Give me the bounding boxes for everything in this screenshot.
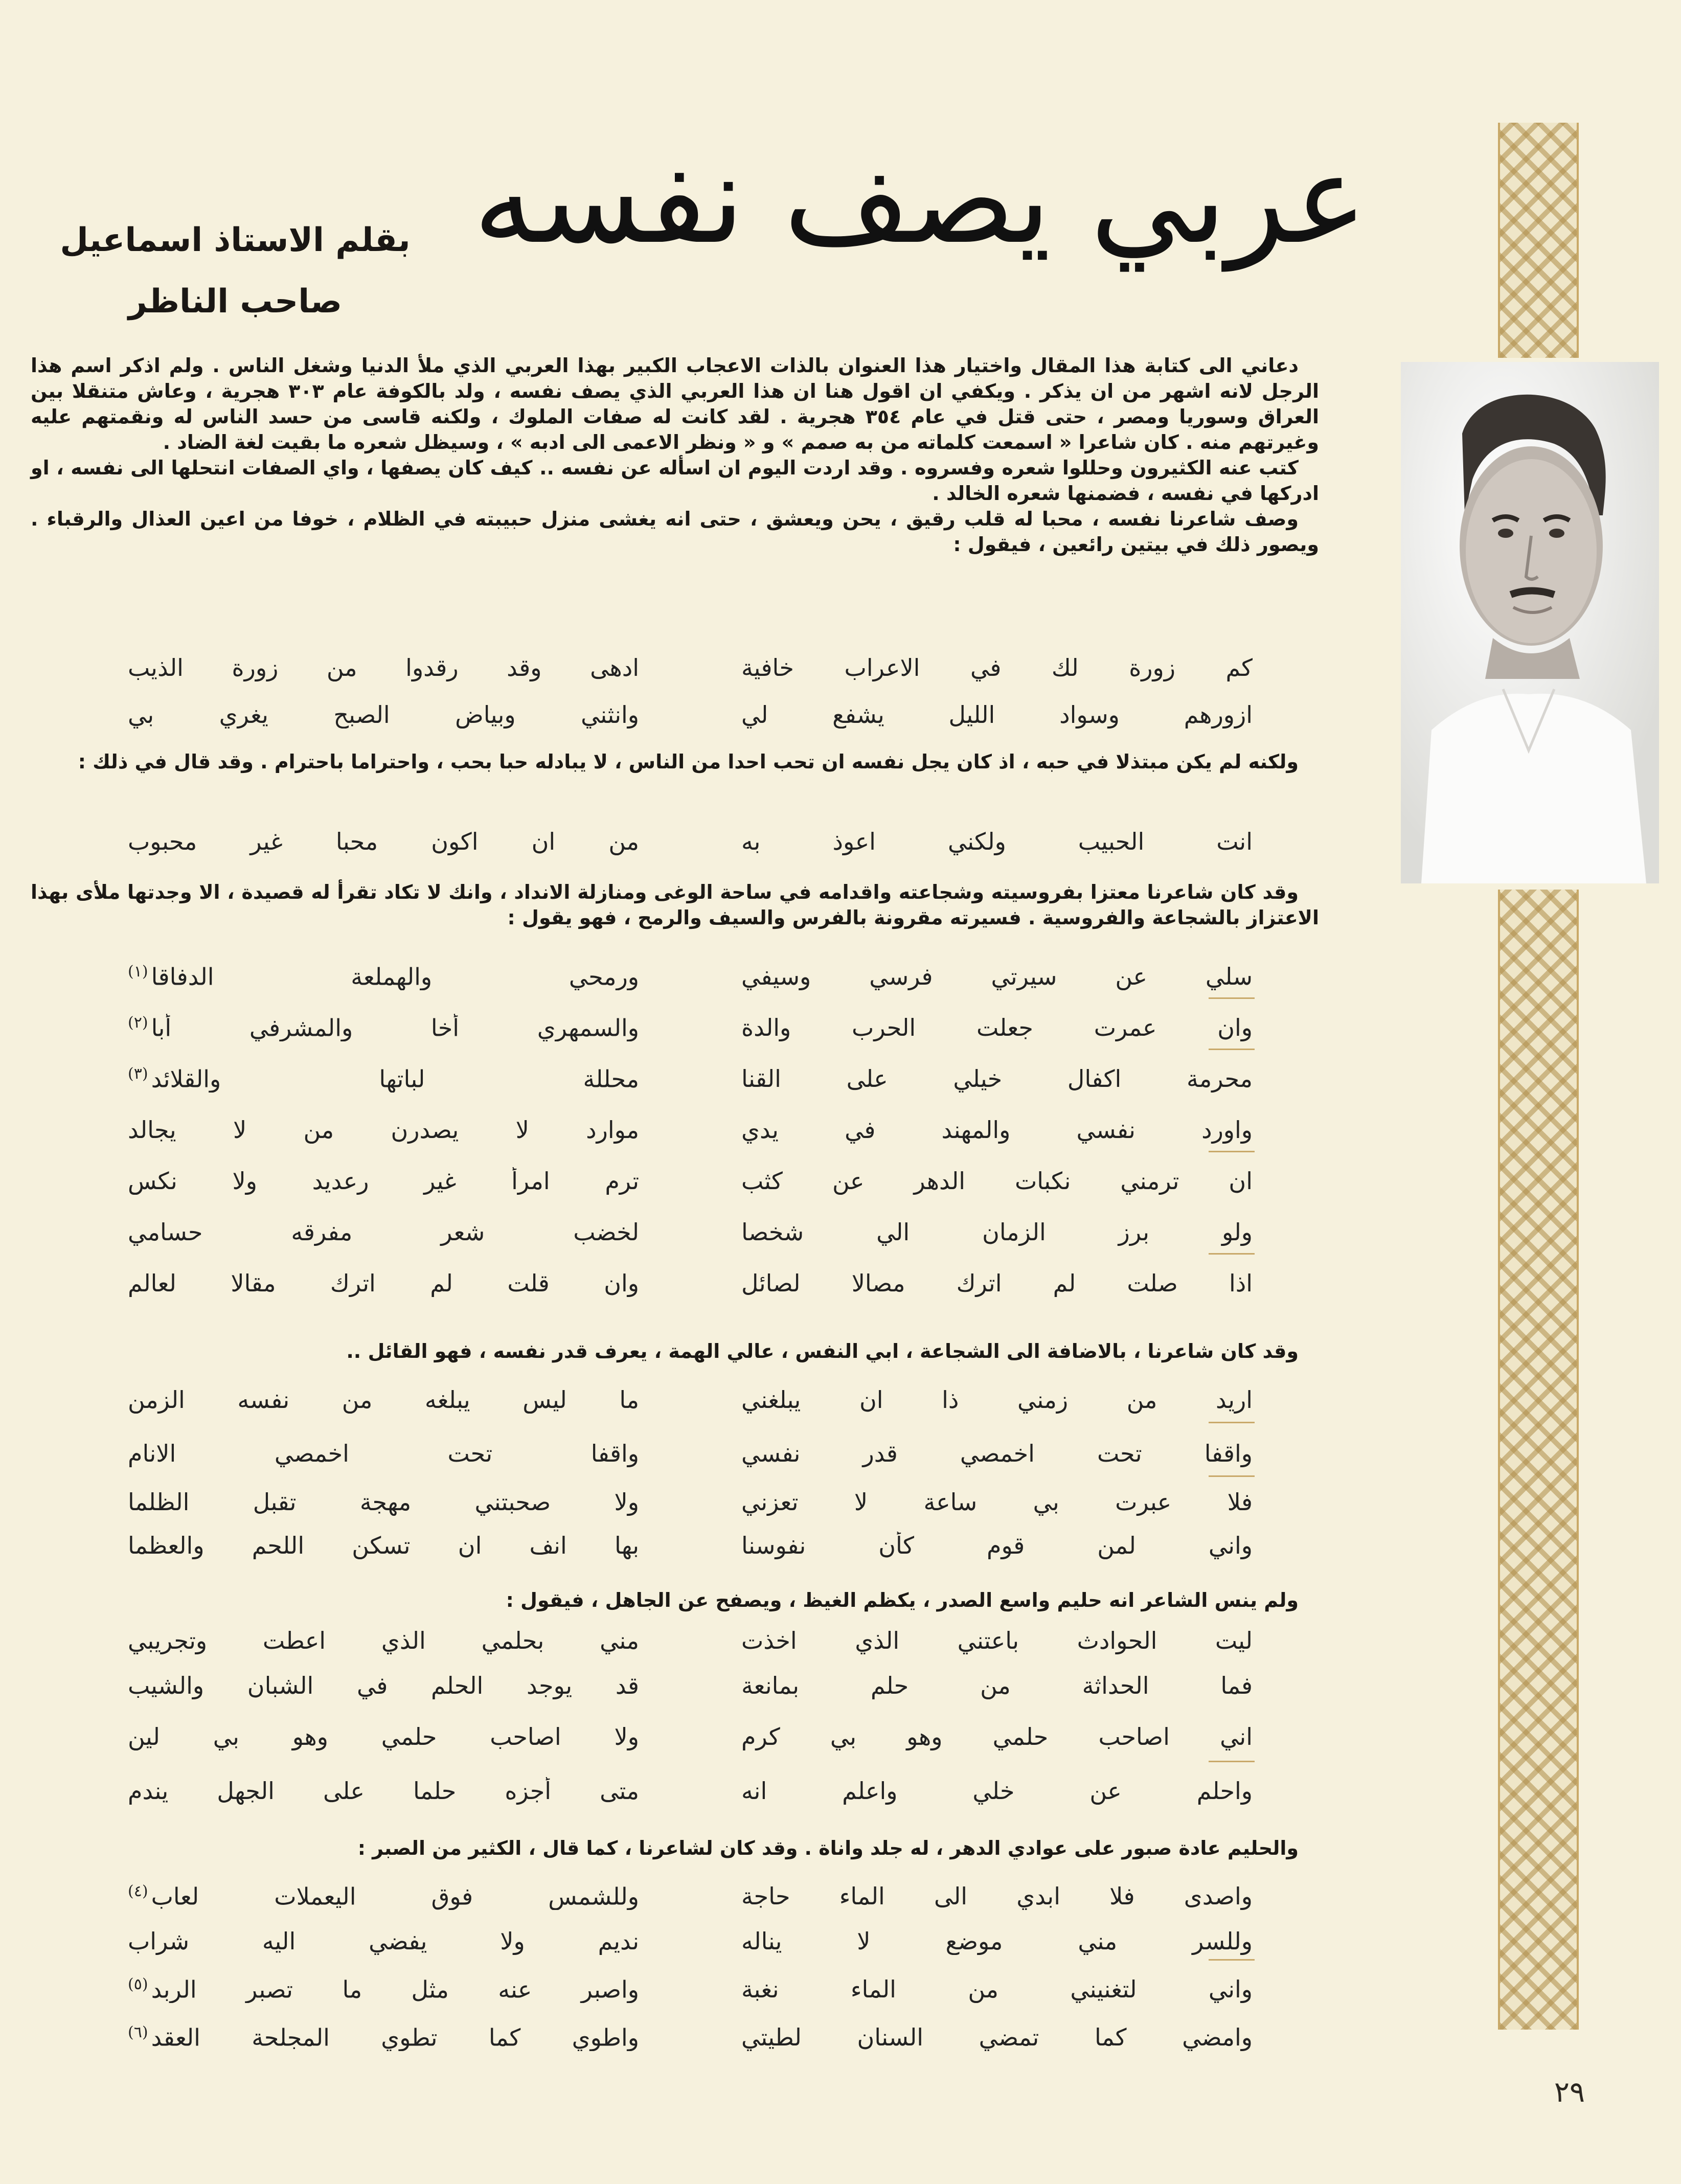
- verse-first-hemistich: سلي عن سيرتي فرسي وسيفي: [741, 963, 1253, 990]
- verse-text: ورمحي والهملعة الدفاقا: [151, 963, 639, 991]
- paragraph-forbearance: ولم ينس الشاعر انه حليم واسع الصدر ، يكظم الغيظ ، ويصفح عن الجاهل ، فيقول :: [506, 1589, 1299, 1611]
- verses-dignity: [128, 1373, 1253, 1567]
- verse-first-hemistich: وللسر مني موضع لا يناله: [741, 1927, 1253, 1955]
- verse-underline: [1209, 1151, 1255, 1152]
- verse-first-hemistich: انت الحبيب ولكني اعوذ به: [741, 828, 1253, 855]
- ornamental-border-bottom: [1498, 890, 1579, 2030]
- verse-first-hemistich: واورد نفسي والمهند في يدي: [741, 1116, 1253, 1144]
- verse-line: [128, 1618, 1253, 1663]
- article-title: عربي يصف نفسه: [473, 128, 1368, 271]
- verse-line: [128, 1373, 1253, 1426]
- footnote-marker: (١): [128, 962, 148, 981]
- verse-second-hemistich: من ان اكون محبا غير محبوب: [128, 828, 639, 855]
- verse-line: [128, 1480, 1253, 1523]
- verse-line: [128, 1155, 1253, 1207]
- verse-second-hemistich: [128, 1975, 639, 2003]
- author-photo: [1401, 362, 1659, 883]
- article-byline: بقلم الاستاذ اسماعيل صاحب الناظر: [60, 221, 411, 321]
- ornamental-border-top: [1498, 123, 1579, 358]
- verse-line: [128, 1663, 1253, 1708]
- verse-second-hemistich: [128, 1882, 639, 1910]
- verse-first-hemistich: محرمة اكفال خيلي على القنا: [741, 1065, 1253, 1093]
- verse-second-hemistich: ترم امرأ غير رعديد ولا نكس: [128, 1167, 639, 1195]
- verse-first-hemistich: فما الحداثة من حلم بمانعة: [741, 1672, 1253, 1699]
- verse-line: [128, 1104, 1253, 1155]
- paragraph-dignity: وقد كان شاعرنا ، بالاضافة الى الشجاعة ، ابي النفس ، عالي الهمة ، يعرف قدر نفسه ، فهو القائل ..: [346, 1340, 1299, 1362]
- verse-line: [128, 1426, 1253, 1480]
- verse-first-hemistich: اريد من زمني ذا ان يبلغني: [741, 1385, 1253, 1414]
- verse-second-hemistich: ادهى وقد رقدوا من زورة الذيب: [128, 654, 639, 681]
- verse-second-hemistich: [128, 1014, 639, 1041]
- verse-text: واطوي كما تطوي المجلحة العقد: [151, 2023, 639, 2052]
- verse-first-hemistich: واصدى فلا ابدي الى الماء حاجة: [741, 1882, 1253, 1910]
- verse-first-hemistich: ولو برز الزمان الي شخصا: [741, 1218, 1253, 1246]
- verse-underline: [1209, 1422, 1255, 1423]
- verse-second-hemistich: [128, 2023, 639, 2051]
- verse-first-hemistich: واحلم عن خلي واعلم انه: [741, 1777, 1253, 1805]
- paragraph-love: وصف شاعرنا نفسه ، محبا له قلب رقيق ، يحن ويعشق ، حتى انه يغشى منزل حبيبته في الظلام ، خوفا من اعين العذال والرقباء . ويصور ذلك في بيتين رائعين ، فيقول :: [31, 508, 1319, 556]
- verse-line: [128, 2015, 1253, 2060]
- verse-line: [128, 1002, 1253, 1053]
- verse-first-hemistich: ازورهم وسواد الليل يشفع لي: [741, 701, 1253, 729]
- verse-underline: [1209, 1475, 1255, 1477]
- verse-underline: [1209, 997, 1255, 999]
- verse-first-hemistich: اذا صلت لم اترك مصالا لصائل: [741, 1269, 1253, 1297]
- verse-line: [128, 1523, 1253, 1567]
- verse-second-hemistich: لخضب شعر مفرقه حسامي: [128, 1218, 639, 1246]
- verse-second-hemistich: [128, 1065, 639, 1093]
- verses-pride: [128, 818, 1253, 865]
- verse-line: [128, 1053, 1253, 1104]
- verse-first-hemistich: وان عمرت جعلت الحرب والدة: [741, 1014, 1253, 1041]
- verse-line: [128, 1765, 1253, 1816]
- verse-underline: [1209, 1049, 1255, 1050]
- paragraph-courage: وقد كان شاعرنا معتزا بفروسيته وشجاعته واقدامه في ساحة الوغى ومنازلة الانداد ، وانك لا تكاد تقرأ له قصيدة ، الا وجدتها ملأى بهذا الاعتزاز بالشجاعة والفروسية . فسيرته مقرونة بالفرس والسيف والرمح ، فهو يقول :: [31, 881, 1319, 929]
- verse-first-hemistich: واقفا تحت اخمصي قدر نفسي: [741, 1439, 1253, 1467]
- verse-second-hemistich: ولا اصاحب حلمي وهو بي لين: [128, 1723, 639, 1750]
- footnote-marker: (٤): [128, 1882, 148, 1900]
- verse-line: [128, 1919, 1253, 1964]
- prose-block: [31, 1835, 1319, 1861]
- verse-line: [128, 1964, 1253, 2015]
- verse-second-hemistich: ولا صحبتني مهجة تقبل الظلما: [128, 1488, 639, 1516]
- verse-line: [128, 691, 1253, 738]
- verses-patience: [128, 1874, 1253, 2060]
- verse-second-hemistich: قد يوجد الحلم في الشبان والشيب: [128, 1672, 639, 1699]
- verse-underline: [1209, 1253, 1255, 1255]
- verses-love: [128, 644, 1253, 738]
- verse-first-hemistich: فلا عبرت بي ساعة لا تعزني: [741, 1488, 1253, 1516]
- verse-line: [128, 1258, 1253, 1309]
- verse-underline: [1209, 1761, 1255, 1762]
- verse-second-hemistich: وان قلت لم اترك مقالا لعالم: [128, 1269, 639, 1297]
- prose-block: [31, 1587, 1319, 1613]
- prose-block: [31, 749, 1319, 775]
- verses-forbearance: [128, 1618, 1253, 1816]
- verse-first-hemistich: ليت الحوادث باعتني الذي اخذت: [741, 1627, 1253, 1654]
- verse-line: [128, 644, 1253, 691]
- verse-first-hemistich: وامضي كما تمضي السنان لطيتي: [741, 2023, 1253, 2051]
- verse-text: محللة لباتها والقلائد: [151, 1065, 639, 1093]
- verse-underline: [1209, 1959, 1255, 1961]
- verse-second-hemistich: نديم ولا يفضي اليه شراب: [128, 1927, 639, 1955]
- verse-second-hemistich: وانثني وبياض الصبح يغري بي: [128, 701, 639, 729]
- verse-line: [128, 1207, 1253, 1258]
- verse-first-hemistich: ان ترمني نكبات الدهر عن كثب: [741, 1167, 1253, 1195]
- verse-text: وللشمس فوق اليعملات لعاب: [151, 1882, 639, 1910]
- verse-line: [128, 818, 1253, 865]
- verse-second-hemistich: بها انف ان تسكن اللحم والعظما: [128, 1531, 639, 1559]
- verse-text: والسمهري أخا والمشرفي أبا: [151, 1014, 639, 1042]
- verse-second-hemistich: موارد لا يصدرن من لا يجالد: [128, 1116, 639, 1144]
- paragraph-dignified-love: ولكنه لم يكن مبتذلا في حبه ، اذ كان يجل نفسه ان تحب احدا من الناس ، لا يبادله حبا بحب ، واحتراما باحترام . وقد قال في ذلك :: [78, 750, 1299, 773]
- footnote-marker: (٥): [128, 1975, 148, 1993]
- verses-courage: [128, 951, 1253, 1309]
- prose-block: [31, 1338, 1319, 1364]
- footnote-marker: (٢): [128, 1013, 148, 1032]
- intro-prose: [31, 353, 1319, 557]
- paragraph-intro: دعاني الى كتابة هذا المقال واختيار هذا العنوان بالذات الاعجاب الكبير بهذا العربي الذي ملأ الدنيا وشغل الناس . ولم اذكر اسم هذا الرجل لانه اشهر من ان يذكر . ويكفي ان اقول هنا ان هذا العربي الذي يصف نفسه ، ولد بالكوفة عام ٣٠٣ هجرية ، وعاش متنقلا بين العراق وسوريا ومصر ، حتى قتل في عام ٣٥٤ هجرية . لقد كانت له صفات الملوك ، ولكنه قاسى من حسد الناس له ونقمتهم عليه وغيرتهم منه . كان شاعرا « اسمعت كلماته من به صمم » و « ونظر الاعمى الى ادبه » ، وسيظل شعره ما بقيت لغة الضاد .: [31, 354, 1320, 453]
- author-portrait: [1401, 362, 1659, 883]
- verse-second-hemistich: متى أجزه حلما على الجهل يندم: [128, 1777, 639, 1805]
- verse-line: [128, 951, 1253, 1002]
- page-number: ٢٩: [1554, 2076, 1585, 2109]
- verse-second-hemistich: واقفا تحت اخمصي الانام: [128, 1439, 639, 1467]
- verse-text: واصبر عنه مثل ما تصبر الربد: [151, 1975, 639, 2004]
- paragraph-patience: والحليم عادة صبور على عوادي الدهر ، له جلد واناة . وقد كان لشاعرنا ، كما قال ، الكثير من الصبر :: [357, 1837, 1299, 1859]
- verse-second-hemistich: ما ليس يبلغه من نفسه الزمن: [128, 1385, 639, 1414]
- footnote-marker: (٦): [128, 2023, 148, 2041]
- paragraph-written-about: كتب عنه الكثيرون وحللوا شعره وفسروه . وقد اردت اليوم ان اسأله عن نفسه .. كيف كان يصفها ، واي الصفات انتحلها الى نفسه ، او ادركها في نفسه ، فضمنها شعره الخالد .: [31, 457, 1319, 505]
- prose-block: [31, 879, 1319, 930]
- verse-second-hemistich: [128, 963, 639, 990]
- verse-second-hemistich: مني بحلمي الذي اعطت وتجريبي: [128, 1627, 639, 1654]
- verse-line: [128, 1874, 1253, 1919]
- verse-first-hemistich: واني لمن قوم كأن نفوسنا: [741, 1531, 1253, 1559]
- footnote-marker: (٣): [128, 1064, 148, 1083]
- verse-first-hemistich: كم زورة لك في الاعراب خافية: [741, 654, 1253, 681]
- verse-first-hemistich: واني لتغنيني من الماء نغبة: [741, 1975, 1253, 2003]
- verse-first-hemistich: اني اصاحب حلمي وهو بي كرم: [741, 1723, 1253, 1750]
- verse-line: [128, 1708, 1253, 1765]
